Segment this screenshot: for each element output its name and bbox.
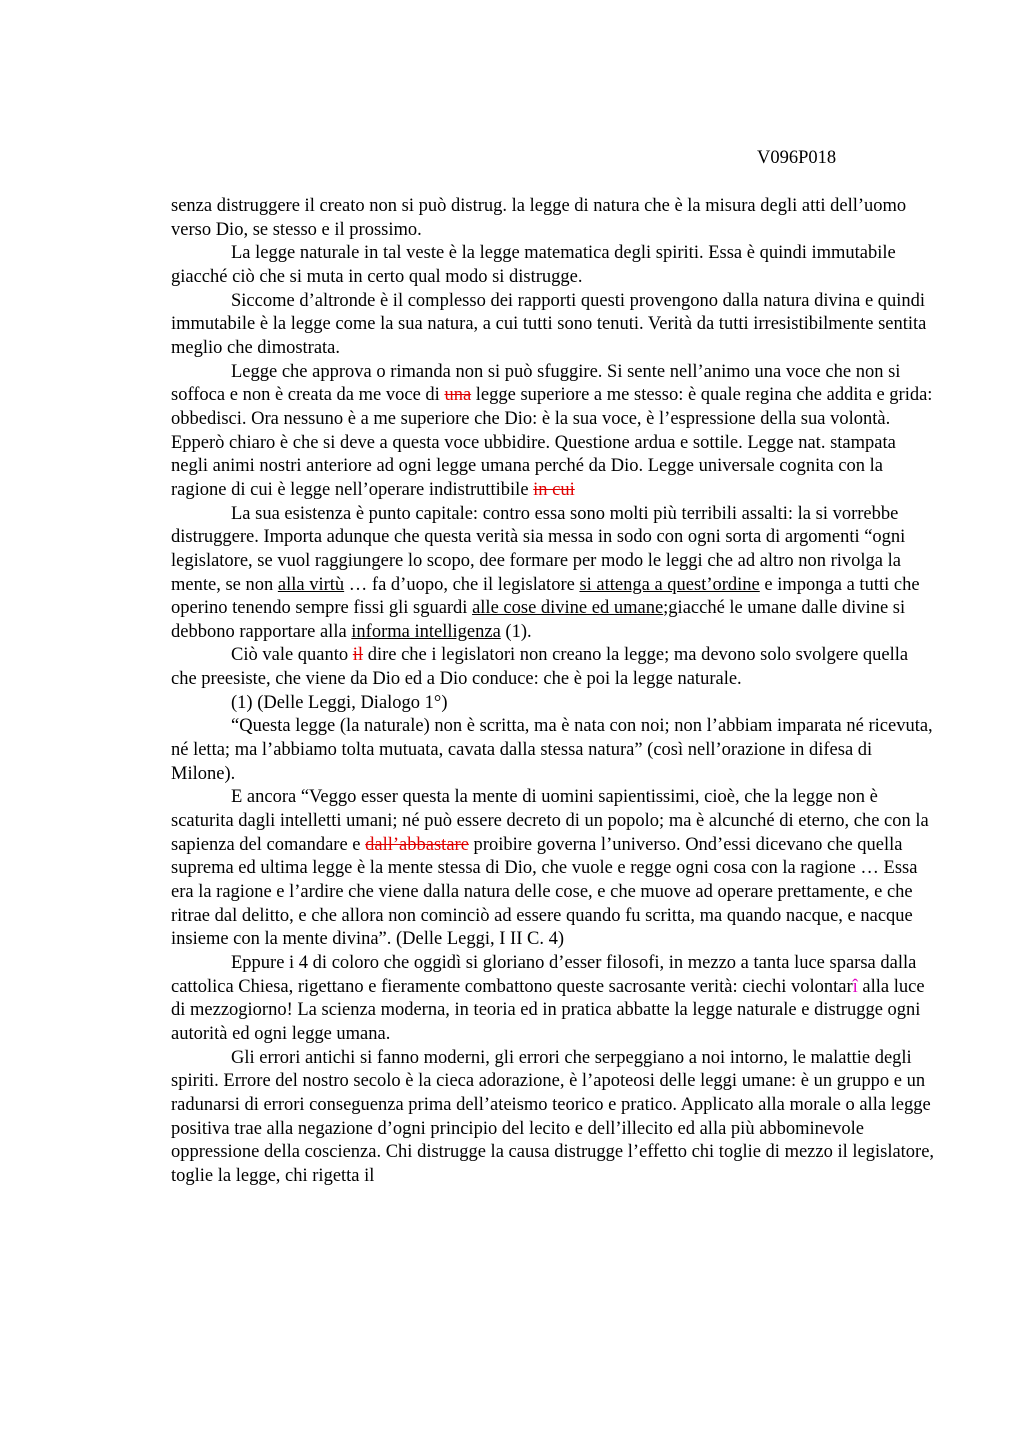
text-run: La sua esistenza è punto capitale: contro essa sono molti più terribili assalti: la si vorrebbe distruggere. Importa adunque che questa verità sia messa in sodo con ogni sorta di argomenti “ogni legislatore, se vuol raggiungere lo scopo, dee formare per modo le leggi che ad altro non rivolga la mente, se non [171, 503, 906, 595]
underlined-text: informa intelligenza [351, 621, 501, 642]
text-run: Ciò vale quanto [231, 645, 353, 666]
document-body [171, 195, 936, 1189]
text-run: E ancora “Veggo esser questa la mente di uomini sapientissimi, cioè, che la legge non è scaturita dagli intelletti umani; né può essere decreto di un popolo; ma è alcunché di eterno, che con la sapienza del comandare e [171, 787, 929, 855]
paragraph [171, 715, 936, 786]
paragraph [171, 692, 936, 716]
paragraph [171, 952, 936, 1047]
underlined-text: si attenga a quest’ordine [579, 574, 760, 595]
struck-text: dall’abbastare [365, 834, 469, 855]
paragraph [171, 242, 936, 289]
underlined-text: alle cose divine ed umane [472, 598, 664, 619]
struck-text: in cui [533, 479, 575, 500]
text-run: “Questa legge (la naturale) non è scritta, ma è nata con noi; non l’abbiam imparata né ricevuta, né letta; ma l’abbiamo tolta mutuata, cavata dalla stessa natura” (così nell’orazione in difesa di Milone). [171, 716, 933, 784]
text-run: … fa d’uopo, che il legislatore [344, 574, 580, 595]
text-run: e imponga a tutti che operino tenendo sempre fissi gli sguardi [171, 574, 920, 619]
text-run: Legge che approva o rimanda non si può sfuggire. Si sente nell’animo una voce che non si soffoca e non è creata da me voce di [171, 361, 901, 406]
text-run: Gli errori antichi si fanno moderni, gli errori che serpeggiano a noi intorno, le malattie degli spiriti. Errore del nostro secolo è la cieca adorazione, è l’apoteosi delle leggi umane: è un gruppo e un radunarsi di errori conseguenza prima dell’ateismo teorico e pratico. Applicato alla morale o alla legge positiva trae alla negazione d’ogni principio del lecito e dell’illecito ed alla più abbominevole oppressione della coscienza. Chi distrugge la causa distrugge l’effetto chi toglie di mezzo il legislatore, toglie la legge, chi rigetta il [171, 1047, 935, 1186]
paragraph [171, 644, 936, 691]
struck-text: una [444, 385, 472, 406]
paragraph [171, 503, 936, 645]
underlined-text: alla virtù [277, 574, 345, 595]
text-run: dire che i legislatori non creano la legge; ma devono solo svolgere quella che preesiste, che viene da Dio ed a Dio conduce: che è poi la legge naturale. [171, 645, 909, 690]
page-identifier: V096P018 [757, 148, 837, 168]
text-run: La legge naturale in tal veste è la legge matematica degli spiriti. Essa è quindi immutabile giacché ciò che si muta in certo qual modo si distrugge. [171, 243, 896, 287]
text-run: Eppure i 4 di coloro che oggidì si gloriano d’esser filosofi, in mezzo a tanta luce sparsa dalla cattolica Chiesa, rigettano e fieramente combattono queste sacrosante verità: ciechi volontar [171, 953, 917, 997]
text-run: proibire governa l’universo. Ond’essi dicevano che quella suprema ed ultima legge è la mente stessa di Dio, che vuole e regge ogni cosa con la ragione … Essa era la ragione e l’ardire che viene dalla natura delle cose, e che muove ad operare prettamente, e che ritrae dal delitto, e che allora non cominciò ad essere quando fu scritta, ma quando nacque, e nacque insieme con la mente divina”. (Delle Leggi, I II C. 4) [171, 834, 918, 950]
text-run: alla luce di mezzogiorno! La scienza moderna, in teoria ed in pratica abbatte la legge naturale e distrugge ogni autorità ed ogni legge umana. [171, 976, 925, 1044]
paragraph [171, 361, 936, 503]
struck-text: il [352, 645, 364, 666]
text-run: legge superiore a me stesso: è quale regina che addita e grida: obbedisci. Ora nessuno è a me superiore che Dio: è la sua voce, è l’espressione della sua volontà. Epperò chiaro è che si deve a questa voce ubbidire. Questione ardua e sottile. Legge nat. stampata negli animi nostri anteriore ad ogni legge umana perché da Dio. Legge universale cognita con la ragione di cui è legge nell’operare indistruttibile [171, 385, 933, 500]
text-run: Siccome d’altronde è il complesso dei rapporti questi provengono dalla natura divina e quindi immutabile è la legge come la sua natura, a cui tutti sono tenuti. Verità da tutti irresistibilmente sentita meglio che dimostrata. [171, 290, 927, 358]
text-run: (1) (Delle Leggi, Dialogo 1°) [231, 692, 448, 713]
text-run: ;giacché le umane dalle divine si debbono rapportare alla [171, 598, 906, 642]
paragraph [171, 1047, 936, 1189]
highlighted-char: î [852, 976, 858, 997]
text-run: senza distruggere il creato non si può distrug. la legge di natura che è la misura degli atti dell’uomo verso Dio, se stesso e il prossimo. [171, 196, 907, 240]
paragraph [171, 290, 936, 361]
paragraph [171, 195, 936, 242]
paragraph [171, 786, 936, 952]
text-run: (1). [500, 621, 532, 642]
